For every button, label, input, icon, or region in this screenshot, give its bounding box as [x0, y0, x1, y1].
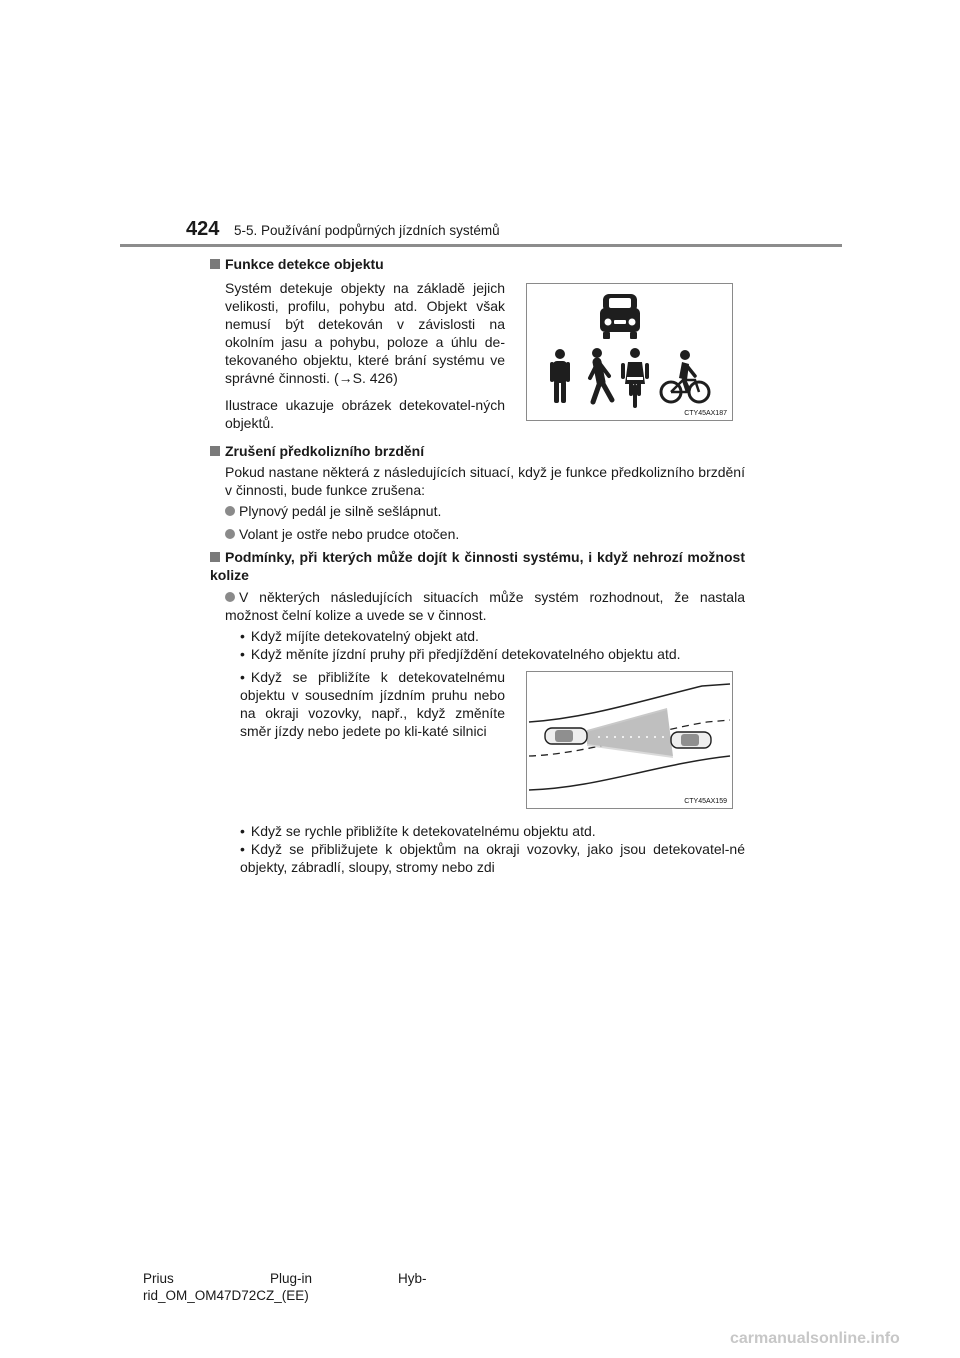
figure-code: CTY45AX159	[684, 798, 727, 805]
square-bullet-icon	[210, 552, 220, 562]
square-bullet-icon	[210, 446, 220, 456]
sub-list-item: • Když se přibližíte k detekovatelnému objektu v sousedním jízdním pruhu nebo na okraji vozovky, např., když změníte směr jízdy nebo jedete po kli-katé silnici	[240, 669, 505, 739]
section-title-object-detection: Funkce detekce objektu	[210, 256, 384, 272]
circle-bullet-icon	[225, 592, 235, 602]
watermark: carmanualsonline.info	[730, 1330, 900, 1347]
sub-list-item: • Když se rychle přibližíte k detekovatelnému objektu atd.	[240, 823, 596, 839]
list-item: Volant je ostře nebo prudce otočen.	[225, 525, 459, 543]
detected-car-icon	[671, 732, 711, 748]
car-front-icon	[600, 294, 640, 339]
square-bullet-icon	[210, 259, 220, 269]
detectable-objects-figure	[526, 283, 733, 421]
footer-model-hyb: Hyb-	[398, 1271, 427, 1286]
list-item: V některých následujících situacích může systém rozhodnout, že nastala možnost čelní kolize a uvede se v činnost.	[225, 589, 745, 623]
circle-bullet-icon	[225, 529, 235, 539]
pedestrian-icon	[550, 349, 570, 403]
cyclist-rear-icon	[621, 348, 649, 408]
sub-list-item: • Když se přibližujete k objektům na okraji vozovky, jako jsou detekovatel-né objekty, zábradlí, sloupy, stromy nebo zdi	[240, 841, 745, 875]
cancel-braking-intro: Pokud nastane některá z následujících situací, když je funkce předkolizního brzdění v činnosti, bude funkce zrušena:	[225, 464, 745, 498]
illustration-note: Ilustrace ukazuje obrázek detekovatel-ných objektů.	[225, 397, 505, 431]
section-title-operating-conditions: Podmínky, při kterých může dojít k činnosti systému, i když nehrozí možnost kolize	[210, 549, 745, 583]
own-car-icon	[545, 728, 587, 744]
curve-road-figure	[526, 671, 733, 809]
detectable-objects-illustration	[527, 284, 732, 420]
page-number: 424	[186, 218, 220, 240]
header-rule	[120, 244, 842, 247]
section-header-title: 5-5. Používání podpůrných jízdních systémů	[234, 223, 500, 238]
object-detection-description: Systém detekuje objekty na základě jejich velikosti, profilu, pohybu atd. Objekt však nemusí být detekován v závislosti na okolním jasu a pohybu, poloze a úhlu de-tekovaného objektu, které brání systému ve správné činnosti. (→S. 426)	[225, 280, 505, 386]
footer-model-prius: Prius	[143, 1271, 174, 1286]
footer-manual-code: rid_OM_OM47D72CZ_(EE)	[143, 1288, 309, 1303]
list-item: Plynový pedál je silně sešlápnut.	[225, 502, 441, 520]
walking-pedestrian-icon	[590, 348, 612, 402]
sub-list-item: • Když měníte jízdní pruhy při předjíždění detekovatelného objektu atd.	[240, 646, 681, 662]
circle-bullet-icon	[225, 506, 235, 516]
sub-list-item: • Když míjíte detekovatelný objekt atd.	[240, 628, 479, 644]
figure-code: CTY45AX187	[684, 410, 727, 417]
curve-road-illustration	[527, 672, 732, 808]
footer-model-plugin: Plug-in	[270, 1271, 313, 1286]
cyclist-side-icon	[661, 350, 709, 402]
section-title-cancel-braking: Zrušení předkolizního brzdění	[210, 443, 424, 459]
